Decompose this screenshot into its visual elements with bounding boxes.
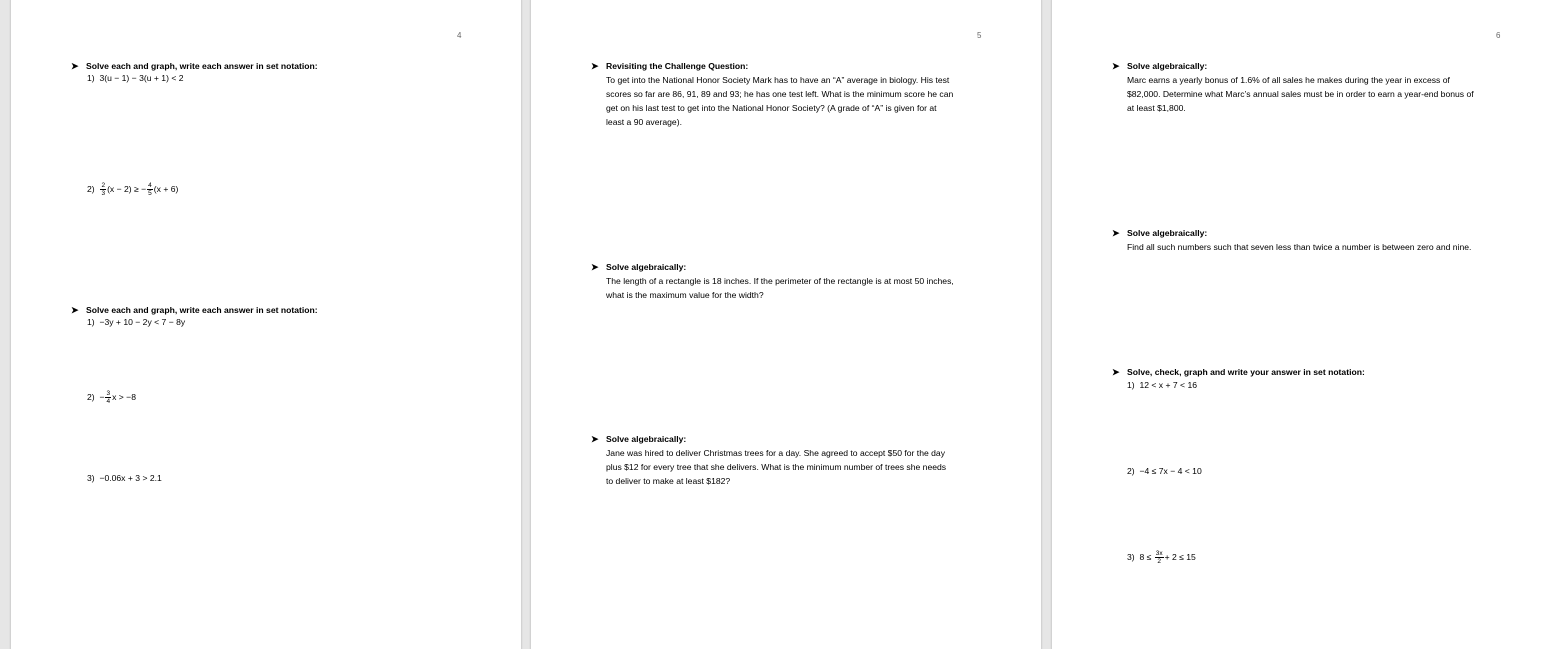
fraction: $\frac{4}{5}$: [148, 182, 152, 197]
problem-item: [87, 182, 178, 197]
arrow-bullet-icon: ➤: [1112, 228, 1120, 238]
problem-text: Marc earns a yearly bonus of 1.6% of all sales he makes during the year in excess of $82,000. Determine what Marc’s annual sales must be in order to earn a year-end bonus of at least $1,800.: [1127, 75, 1474, 113]
section-heading: Solve algebraically:: [606, 262, 687, 272]
problem-item: [1127, 380, 1197, 390]
item-expression: −0.06x + 3 > 2.1: [99, 473, 162, 483]
problem-text: The length of a rectangle is 18 inches. If the perimeter of the rectangle is at most 50 inches, what is the maximum value for the width?: [606, 276, 954, 300]
document-page-4: [10, 0, 522, 649]
problem-item: [87, 473, 162, 483]
item-expression: −3y + 10 − 2y < 7 − 8y: [99, 317, 186, 327]
fraction: $\frac{3x}{2}$: [1155, 550, 1163, 565]
problem-section: [1112, 60, 1522, 115]
problem-item: [87, 390, 136, 405]
item-expression: 8 ≤: [1139, 551, 1154, 562]
arrow-bullet-icon: ➤: [71, 305, 79, 315]
arrow-bullet-icon: ➤: [591, 434, 599, 444]
problem-text: Jane was hired to deliver Christmas trees for a day. She agreed to accept $50 for the day plus $12 for every tree that she delivers. What is the minimum number of trees she needs to deliver to make at least $182?: [606, 448, 947, 486]
problem-section: [591, 261, 991, 302]
problem-item: [87, 317, 185, 327]
item-number: 3): [1127, 551, 1135, 562]
arrow-bullet-icon: ➤: [591, 61, 599, 71]
problem-item: [1127, 466, 1202, 476]
problem-section: [71, 60, 318, 73]
fraction: $\frac{3}{4}$: [106, 390, 111, 405]
page-number: 4: [457, 31, 462, 40]
item-expression: 3(u − 1) − 3(u + 1) < 2: [99, 73, 184, 83]
item-number: 2): [87, 391, 95, 402]
section-heading: Revisiting the Challenge Question:: [606, 61, 749, 71]
arrow-bullet-icon: ➤: [591, 262, 599, 272]
item-number: 2): [87, 183, 95, 194]
item-expression: −: [99, 391, 105, 402]
item-number: 1): [1127, 380, 1135, 390]
item-number: 1): [87, 73, 95, 83]
section-heading: Solve algebraically:: [606, 434, 687, 444]
problem-item: [1127, 550, 1196, 565]
item-expression: 12 < x + 7 < 16: [1139, 380, 1198, 390]
problem-section: [591, 433, 991, 488]
problem-text: Find all such numbers such that seven less than twice a number is between zero and nine.: [1127, 242, 1472, 252]
item-expression: (x − 2) ≥ −: [107, 183, 147, 194]
section-heading: Solve algebraically:: [1127, 228, 1208, 238]
problem-text: To get into the National Honor Society Mark has to have an “A” average in biology. His test scores so far are 86, 91, 89 and 93; he has one test left. What is the minimum score he can get on his last test to get into the National Honor Society? (A grade of “A” is given for at least a 90 average).: [606, 75, 954, 127]
problem-section: [1112, 227, 1532, 254]
section-heading: Solve each and graph, write each answer in set notation:: [86, 305, 318, 315]
item-number: 1): [87, 317, 95, 327]
problem-section: [591, 60, 991, 129]
page-number: 6: [1496, 31, 1501, 40]
problem-section: [1112, 366, 1365, 379]
page-number: 5: [977, 31, 982, 40]
item-number: 3): [87, 473, 95, 483]
problem-item: [87, 73, 184, 83]
document-page-6: [1051, 0, 1559, 649]
fraction: $\frac{2}{3}$: [101, 182, 106, 197]
arrow-bullet-icon: ➤: [1112, 61, 1120, 71]
item-expression: −4 ≤ 7x − 4 < 10: [1139, 466, 1202, 476]
item-number: 2): [1127, 466, 1135, 476]
item-expression: + 2 ≤ 15: [1164, 551, 1196, 562]
document-page-5: [530, 0, 1042, 649]
section-heading: Solve, check, graph and write your answer in set notation:: [1127, 367, 1365, 377]
arrow-bullet-icon: ➤: [71, 61, 79, 71]
section-heading: Solve algebraically:: [1127, 61, 1208, 71]
item-expression: x > −8: [112, 391, 136, 402]
item-expression: (x + 6): [153, 183, 179, 194]
section-heading: Solve each and graph, write each answer in set notation:: [86, 61, 318, 71]
problem-section: [71, 304, 318, 317]
arrow-bullet-icon: ➤: [1112, 367, 1120, 377]
